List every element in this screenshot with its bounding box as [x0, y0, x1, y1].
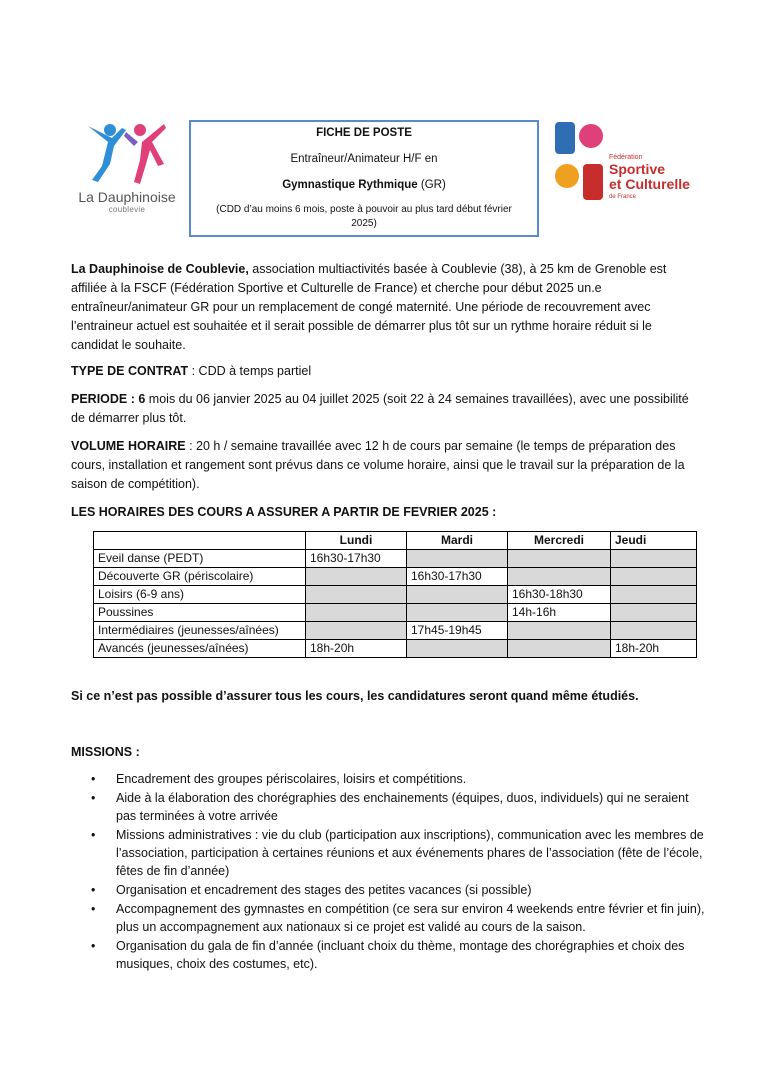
discipline-name: Gymnastique Rythmique — [282, 179, 418, 191]
schedule-cell — [407, 550, 508, 568]
bullet-icon: • — [91, 939, 96, 953]
intro-text: association multiactivités basée à Coublevie (38), à 25 km de Grenoble est affiliée à la FSCF (Fédération Sportive et Culturelle de France) et cherche pour début 2025 un.e entraîneur/animateur GR pour un remplacement de congé maternité. Une période de recouvrement avec l’entraineur actuel est souhaitée et il serait possible de démarrer plus tôt sur un rythme horaire réduit si le candidat le souhaite. — [71, 262, 667, 352]
mission-text: Missions administratives : vie du club (participation aux inscriptions), communication avec les membres de l’association, participation à certaines réunions et aux événements phares de l’association (fête de l’école, fêtes de fin d’année) — [116, 828, 704, 878]
schedule-cell: 16h30-17h30 — [407, 568, 508, 586]
schedule-cell — [611, 550, 697, 568]
job-discipline-line — [191, 178, 537, 193]
schedule-cell — [611, 568, 697, 586]
header-cell-course — [94, 532, 306, 550]
dancers-icon — [86, 120, 168, 188]
fscf-culturelle-label: et Culturelle — [609, 176, 690, 192]
hourly-volume-value: : 20 h / semaine travaillée avec 12 h de cours par semaine (le temps de préparation des cours, installation et rangement sont prévus dans ce volume horaire, ainsi que le travail sur la préparation de la saison de compétition). — [71, 439, 685, 491]
schedule-cell: 18h-20h — [611, 640, 697, 658]
job-role-line: Entraîneur/Animateur H/F en — [290, 153, 438, 165]
course-name-cell: Loisirs (6-9 ans) — [94, 586, 306, 604]
schedule-cell: 14h-16h — [508, 604, 611, 622]
schedule-cell — [407, 640, 508, 658]
logo-club-subtitle: coublevie — [108, 205, 146, 214]
list-item — [71, 826, 711, 880]
list-item — [71, 881, 711, 899]
job-header-box — [189, 120, 539, 237]
schedule-cell — [508, 550, 611, 568]
course-name-cell: Intermédiaires (jeunesses/aînées) — [94, 622, 306, 640]
schedule-cell — [306, 586, 407, 604]
course-name-cell: Poussines — [94, 604, 306, 622]
contract-type — [71, 362, 701, 381]
mission-text: Encadrement des groupes périscolaires, loisirs et compétitions. — [116, 772, 467, 786]
schedule-header-row — [94, 532, 697, 550]
fscf-france-label: de France — [609, 194, 637, 200]
fscf-logo — [553, 120, 703, 205]
table-row — [94, 568, 697, 586]
contract-type-label: TYPE DE CONTRAT — [71, 364, 189, 378]
schedule-cell — [407, 604, 508, 622]
discipline-abbrev: (GR) — [417, 179, 446, 191]
missions-list — [71, 770, 711, 974]
list-item — [71, 937, 711, 973]
logo-club-name: La Dauphinoise — [78, 189, 176, 205]
contract-summary: (CDD d’au moins 6 mois, poste à pouvoir au plus tard début février 2025) — [216, 204, 512, 229]
dauphinoise-logo — [72, 118, 182, 223]
contract-type-value: : CDD à temps partiel — [188, 364, 312, 378]
course-name-cell: Eveil danse (PEDT) — [94, 550, 306, 568]
schedule-cell — [306, 622, 407, 640]
schedule-cell: 18h-20h — [306, 640, 407, 658]
schedule-cell — [306, 568, 407, 586]
fscf-emblem-icon — [553, 120, 605, 202]
schedule-cell — [611, 622, 697, 640]
schedule-cell: 16h30-17h30 — [306, 550, 407, 568]
job-sheet-title: FICHE DE POSTE — [316, 127, 412, 139]
schedule-cell — [508, 640, 611, 658]
bullet-icon: • — [91, 883, 96, 897]
course-name-cell: Avancés (jeunesses/aînées) — [94, 640, 306, 658]
header-cell-lundi: Lundi — [306, 532, 407, 550]
period — [71, 390, 701, 428]
table-row — [94, 604, 697, 622]
list-item — [71, 900, 711, 936]
schedule-cell: 17h45-19h45 — [407, 622, 508, 640]
header-cell-mercredi: Mercredi — [508, 532, 611, 550]
schedule-cell — [508, 622, 611, 640]
schedule-cell — [306, 604, 407, 622]
schedule-cell — [508, 568, 611, 586]
schedule-cell: 16h30-18h30 — [508, 586, 611, 604]
table-row — [94, 550, 697, 568]
header-cell-jeudi: Jeudi — [611, 532, 697, 550]
applications-note: Si ce n’est pas possible d’assurer tous les cours, les candidatures seront quand même étudiés. — [71, 689, 639, 703]
bullet-icon: • — [91, 772, 96, 786]
missions-title: MISSIONS : — [71, 745, 140, 759]
mission-text: Aide à la élaboration des chorégraphies des enchainements (équipes, duos, individuels) qui ne seraient pas terminées à votre arrivée — [116, 791, 689, 823]
bullet-icon: • — [91, 791, 96, 805]
schedule-title: LES HORAIRES DES COURS A ASSURER A PARTIR DE FEVRIER 2025 : — [71, 505, 497, 519]
intro-paragraph — [71, 260, 701, 355]
fscf-federation-label: Fédération — [609, 154, 643, 161]
schedule-cell — [611, 604, 697, 622]
mission-text: Organisation et encadrement des stages des petites vacances (si possible) — [116, 883, 532, 897]
table-row — [94, 640, 697, 658]
period-label: PERIODE : 6 — [71, 392, 146, 406]
period-value: mois du 06 janvier 2025 au 04 juillet 2025 (soit 22 à 24 semaines travaillées), avec une possibilité de démarrer plus tôt. — [71, 392, 689, 425]
schedule-table — [93, 531, 697, 658]
bullet-icon: • — [91, 828, 96, 842]
table-row — [94, 586, 697, 604]
hourly-volume — [71, 437, 701, 494]
course-name-cell: Découverte GR (périscolaire) — [94, 568, 306, 586]
hourly-volume-label: VOLUME HORAIRE — [71, 439, 186, 453]
mission-text: Organisation du gala de fin d’année (incluant choix du thème, montage des chorégraphies et choix des musiques, choix des costumes, etc). — [116, 939, 685, 971]
club-name: La Dauphinoise de Coublevie, — [71, 262, 249, 276]
table-row — [94, 622, 697, 640]
bullet-icon: • — [91, 902, 96, 916]
schedule-cell — [611, 586, 697, 604]
mission-text: Accompagnement des gymnastes en compétition (ce sera sur environ 4 weekends entre février et fin juin), plus un accompagnement aux nationaux si ce projet est validé au cours de la saison. — [116, 902, 705, 934]
schedule-body — [94, 550, 697, 658]
list-item — [71, 789, 711, 825]
fscf-sportive-label: Sportive — [609, 161, 666, 177]
schedule-cell — [407, 586, 508, 604]
list-item — [71, 770, 711, 788]
header-cell-mardi: Mardi — [407, 532, 508, 550]
